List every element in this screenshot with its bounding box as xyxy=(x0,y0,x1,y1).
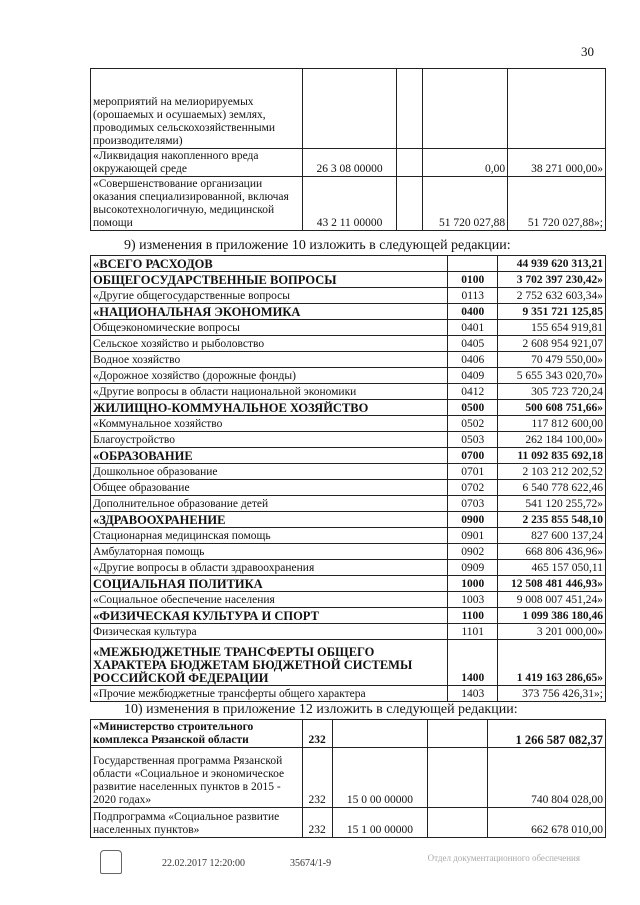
cell-code: 0500 xyxy=(448,400,498,416)
cell-code xyxy=(448,256,498,272)
cell-code: 0405 xyxy=(448,336,498,352)
cell-empty xyxy=(428,748,488,808)
cell-amount: 465 157 050,11 xyxy=(498,560,606,576)
table-row xyxy=(91,808,606,838)
cell-name: ОБЩЕГОСУДАРСТВЕННЫЕ ВОПРОСЫ xyxy=(91,272,448,288)
cell-amount: 262 184 100,00» xyxy=(498,432,606,448)
cell-code: 1400 xyxy=(448,640,498,686)
cell-code: 0700 xyxy=(448,448,498,464)
cell-code xyxy=(332,720,428,748)
cell-code: 43 2 11 00000 xyxy=(302,177,397,231)
cell-code: 0902 xyxy=(448,544,498,560)
cell-name: «Прочие межбюджетные трансферты общего характера xyxy=(91,686,448,702)
cell-code: 0900 xyxy=(448,512,498,528)
cell-ministry: 232 xyxy=(302,808,332,838)
cell-code: 0701 xyxy=(448,464,498,480)
table-row xyxy=(91,368,606,384)
cell-name: «Коммунальное хозяйство xyxy=(91,416,448,432)
cell-code: 0703 xyxy=(448,496,498,512)
cell-code: 0901 xyxy=(448,528,498,544)
table-row xyxy=(91,384,606,400)
table-row xyxy=(91,149,606,177)
cell-amount: 827 600 137,24 xyxy=(498,528,606,544)
table-row xyxy=(91,686,606,702)
cell-amount: 9 008 007 451,24» xyxy=(498,592,606,608)
table-row xyxy=(91,608,606,624)
cell-code: 0702 xyxy=(448,480,498,496)
cell-value: 51 720 027,88»; xyxy=(508,177,606,231)
cell-name: «МЕЖБЮДЖЕТНЫЕ ТРАНСФЕРТЫ ОБЩЕГО ХАРАКТЕРА БЮДЖЕТАМ БЮДЖЕТНОЙ СИСТЕМЫ РОССИЙСКОЙ ФЕДЕРАЦИИ xyxy=(91,640,448,686)
table-row xyxy=(91,69,606,149)
cell-name: Физическая культура xyxy=(91,624,448,640)
department-stamp: Отдел документационного обеспечения xyxy=(427,853,580,863)
cell-name: Сельское хозяйство и рыболовство xyxy=(91,336,448,352)
cell-name: Подпрограмма «Социальное развитие населенных пунктов» xyxy=(91,808,303,838)
cell-code: 1003 xyxy=(448,592,498,608)
cell-value xyxy=(508,69,606,149)
cell-amount: 668 806 436,96» xyxy=(498,544,606,560)
cell-amount: 1 099 386 180,46 xyxy=(498,608,606,624)
table-row xyxy=(91,288,606,304)
cell-ministry: 232 xyxy=(302,720,332,748)
table-row xyxy=(91,560,606,576)
cell-amount: 6 540 778 622,46 xyxy=(498,480,606,496)
table-row xyxy=(91,544,606,560)
cell-value: 51 720 027,88 xyxy=(423,177,508,231)
cell-code: 0406 xyxy=(448,352,498,368)
cell-name: «Дорожное хозяйство (дорожные фонды) xyxy=(91,368,448,384)
cell-name: мероприятий на мелиорируемых (орошаемых и осушаемых) землях, проводимых сельскохозяйственными производителями) xyxy=(91,69,303,149)
table-row xyxy=(91,720,606,748)
cell-name: Дошкольное образование xyxy=(91,464,448,480)
table-row xyxy=(91,748,606,808)
cell-name: Амбулаторная помощь xyxy=(91,544,448,560)
cell-amount: 2 608 954 921,07 xyxy=(498,336,606,352)
table-row xyxy=(91,304,606,320)
table-row xyxy=(91,640,606,686)
cell-amount: 117 812 600,00 xyxy=(498,416,606,432)
amendment-9-heading: 9) изменения в приложение 10 изложить в следующей редакции: xyxy=(124,238,511,253)
cell-amount: 2 752 632 603,34» xyxy=(498,288,606,304)
table-row xyxy=(91,320,606,336)
cell-amount: 155 654 919,81 xyxy=(498,320,606,336)
table-row xyxy=(91,496,606,512)
cell-name: «Министерство строительного комплекса Рязанской области xyxy=(91,720,303,748)
cell-empty xyxy=(428,720,488,748)
cell-amount: 1 266 587 082,37 xyxy=(488,720,606,748)
cell-code: 1403 xyxy=(448,686,498,702)
cell-amount: 541 120 255,72» xyxy=(498,496,606,512)
table-row xyxy=(91,624,606,640)
cell-code: 0502 xyxy=(448,416,498,432)
cell-amount: 305 723 720,24 xyxy=(498,384,606,400)
table-row xyxy=(91,480,606,496)
cell-name: «ОБРАЗОВАНИЕ xyxy=(91,448,448,464)
cell-amount: 1 419 163 286,65» xyxy=(498,640,606,686)
cell-amount: 373 756 426,31»; xyxy=(498,686,606,702)
cell-name: «Социальное обеспечение населения xyxy=(91,592,448,608)
table-row xyxy=(91,432,606,448)
cell-amount: 9 351 721 125,85 xyxy=(498,304,606,320)
cell-name: ЖИЛИЩНО-КОММУНАЛЬНОЕ ХОЗЯЙСТВО xyxy=(91,400,448,416)
table-row xyxy=(91,256,606,272)
table-row xyxy=(91,592,606,608)
cell-code: 0113 xyxy=(448,288,498,304)
cell-code: 0909 xyxy=(448,560,498,576)
cell-name: СОЦИАЛЬНАЯ ПОЛИТИКА xyxy=(91,576,448,592)
cell-value: 0,00 xyxy=(423,149,508,177)
cell-name: «НАЦИОНАЛЬНАЯ ЭКОНОМИКА xyxy=(91,304,448,320)
cell-amount: 44 939 620 313,21 xyxy=(498,256,606,272)
table-appendix-12 xyxy=(90,719,606,838)
table-appendix-10 xyxy=(90,255,606,702)
cell-code xyxy=(302,69,397,149)
cell-code: 26 3 08 00000 xyxy=(302,149,397,177)
table-row xyxy=(91,448,606,464)
cell-name: Стационарная медицинская помощь xyxy=(91,528,448,544)
cell-code: 0100 xyxy=(448,272,498,288)
cell-amount: 11 092 835 692,18 xyxy=(498,448,606,464)
cell-amount: 70 479 550,00» xyxy=(498,352,606,368)
table-row xyxy=(91,272,606,288)
cell-amount: 2 235 855 548,10 xyxy=(498,512,606,528)
table-row xyxy=(91,416,606,432)
cell-name: «Совершенствование организации оказания специализированной, включая высокотехнологичную, медицинской помощи xyxy=(91,177,303,231)
cell-name: Общее образование xyxy=(91,480,448,496)
cell-code: 0401 xyxy=(448,320,498,336)
cell-name: Общеэкономические вопросы xyxy=(91,320,448,336)
cell-amount: 3 702 397 230,42» xyxy=(498,272,606,288)
table-row xyxy=(91,464,606,480)
cell-name: Государственная программа Рязанской области «Социальное и экономическое развитие населенных пунктов в 2015 - 2020 годах» xyxy=(91,748,303,808)
cell-amount: 662 678 010,00 xyxy=(488,808,606,838)
cell-code: 15 1 00 00000 xyxy=(332,808,428,838)
cell-name: «Другие вопросы в области национальной экономики xyxy=(91,384,448,400)
cell-amount: 740 804 028,00 xyxy=(488,748,606,808)
cell-amount: 3 201 000,00» xyxy=(498,624,606,640)
table-row xyxy=(91,528,606,544)
cell-code: 1101 xyxy=(448,624,498,640)
cell-code: 1000 xyxy=(448,576,498,592)
cell-name: Водное хозяйство xyxy=(91,352,448,368)
cell-name: «Другие вопросы в области здравоохранения xyxy=(91,560,448,576)
amendment-10-heading: 10) изменения в приложение 12 изложить в следующей редакции: xyxy=(124,702,518,717)
cell-empty xyxy=(428,808,488,838)
cell-name: Благоустройство xyxy=(91,432,448,448)
cell-code: 15 0 00 00000 xyxy=(332,748,428,808)
cell-name: «Ликвидация накопленного вреда окружающей среде xyxy=(91,149,303,177)
table-row xyxy=(91,352,606,368)
footer-doc-id: 35674/1-9 xyxy=(290,858,332,869)
cell-code: 1100 xyxy=(448,608,498,624)
cell-name: «Другие общегосударственные вопросы xyxy=(91,288,448,304)
table-row xyxy=(91,177,606,231)
cell-amount: 500 608 751,66» xyxy=(498,400,606,416)
cell-name: «ВСЕГО РАСХОДОВ xyxy=(91,256,448,272)
cell-code: 0503 xyxy=(448,432,498,448)
table-row xyxy=(91,576,606,592)
table-row xyxy=(91,512,606,528)
cell-value: 38 271 000,00» xyxy=(508,149,606,177)
cell-amount: 5 655 343 020,70» xyxy=(498,368,606,384)
table-row xyxy=(91,400,606,416)
cell-code: 0412 xyxy=(448,384,498,400)
cell-value xyxy=(423,69,508,149)
footer-datetime: 22.02.2017 12:20:00 xyxy=(162,858,246,869)
cell-code: 0400 xyxy=(448,304,498,320)
cell-code: 0409 xyxy=(448,368,498,384)
table-previous-continuation xyxy=(90,68,606,231)
page-number: 30 xyxy=(581,44,594,59)
cell-name: «ФИЗИЧЕСКАЯ КУЛЬТУРА И СПОРТ xyxy=(91,608,448,624)
cell-amount: 2 103 212 202,52 xyxy=(498,464,606,480)
cell-name: Дополнительное образование детей xyxy=(91,496,448,512)
cell-name: «ЗДРАВООХРАНЕНИЕ xyxy=(91,512,448,528)
cell-amount: 12 508 481 446,93» xyxy=(498,576,606,592)
cell-ministry: 232 xyxy=(302,748,332,808)
coat-of-arms-icon xyxy=(100,850,122,874)
table-row xyxy=(91,336,606,352)
